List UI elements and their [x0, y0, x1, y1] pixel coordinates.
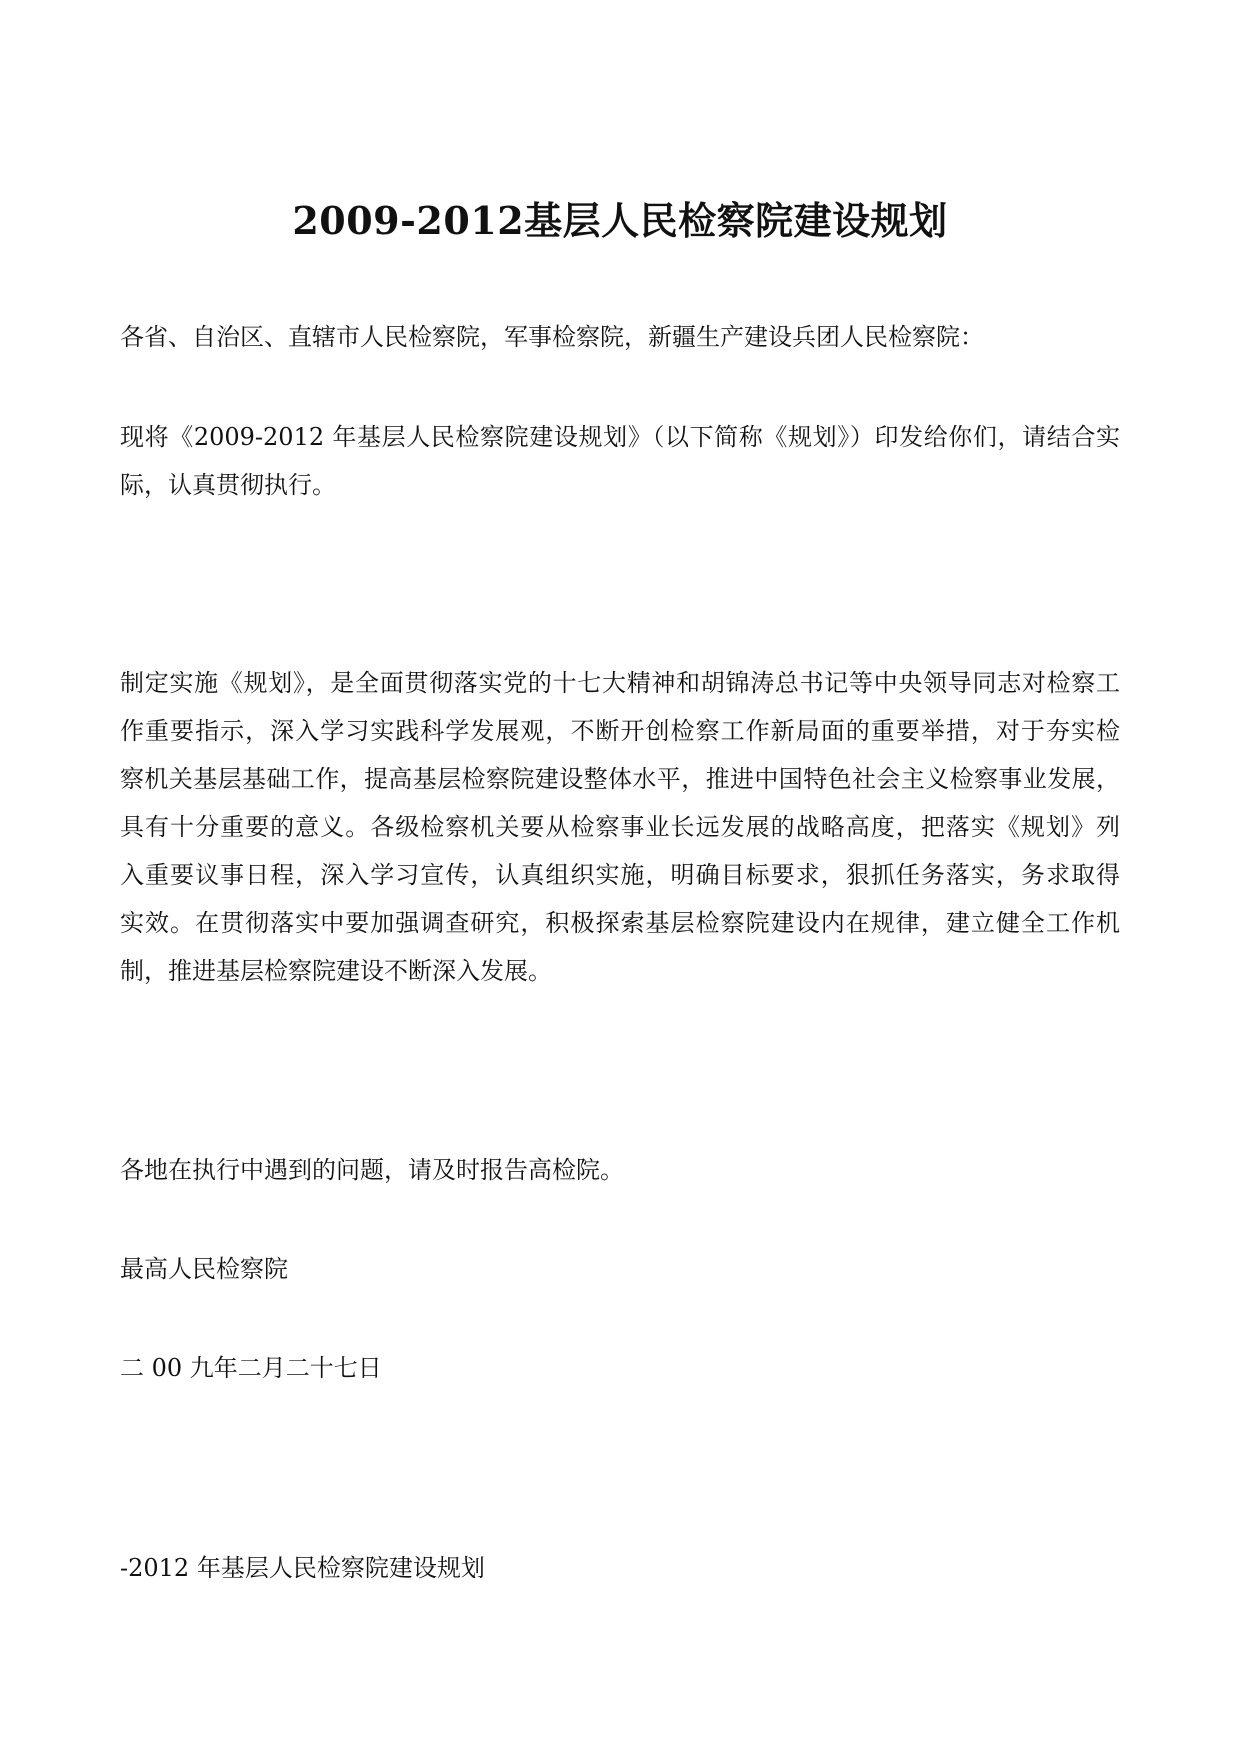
notice-line-1: 现将《2009-2012 年基层人民检察院建设规划》（以下简称《规划》）印发给你们，请结合实: [120, 423, 1120, 451]
document-title: 2009-2012基层人民检察院建设规划: [292, 198, 948, 243]
issuer: 最高人民检察院: [120, 1255, 288, 1283]
closing-request: 各地在执行中遇到的问题，请及时报告高检院。: [120, 1156, 624, 1184]
body-line-5: 入重要议事日程，深入学习宣传，认真组织实施，明确目标要求，狠抓任务落实，务求取得: [120, 861, 1120, 889]
body-line-7: 制，推进基层检察院建设不断深入发展。: [120, 957, 552, 985]
issue-date: 二 00 九年二月二十七日: [120, 1354, 382, 1382]
body-line-1: 制定实施《规划》，是全面贯彻落实党的十七大精神和胡锦涛总书记等中央领导同志对检察工: [120, 669, 1120, 697]
body-line-3: 察机关基层基础工作，提高基层检察院建设整体水平，推进中国特色社会主义检察事业发展，: [120, 765, 1120, 793]
notice-line-2: 际，认真贯彻执行。: [120, 471, 336, 499]
body-line-4: 具有十分重要的意义。各级检察机关要从检察事业长远发展的战略高度，把落实《规划》列: [120, 813, 1120, 841]
footer-heading: -2012 年基层人民检察院建设规划: [120, 1554, 485, 1582]
body-line-6: 实效。在贯彻落实中要加强调查研究，积极探索基层检察院建设内在规律，建立健全工作机: [120, 909, 1120, 937]
body-line-2: 作重要指示，深入学习实践科学发展观，不断开创检察工作新局面的重要举措，对于夯实检: [120, 717, 1120, 745]
salutation: 各省、自治区、直辖市人民检察院，军事检察院，新疆生产建设兵团人民检察院：: [120, 323, 984, 351]
